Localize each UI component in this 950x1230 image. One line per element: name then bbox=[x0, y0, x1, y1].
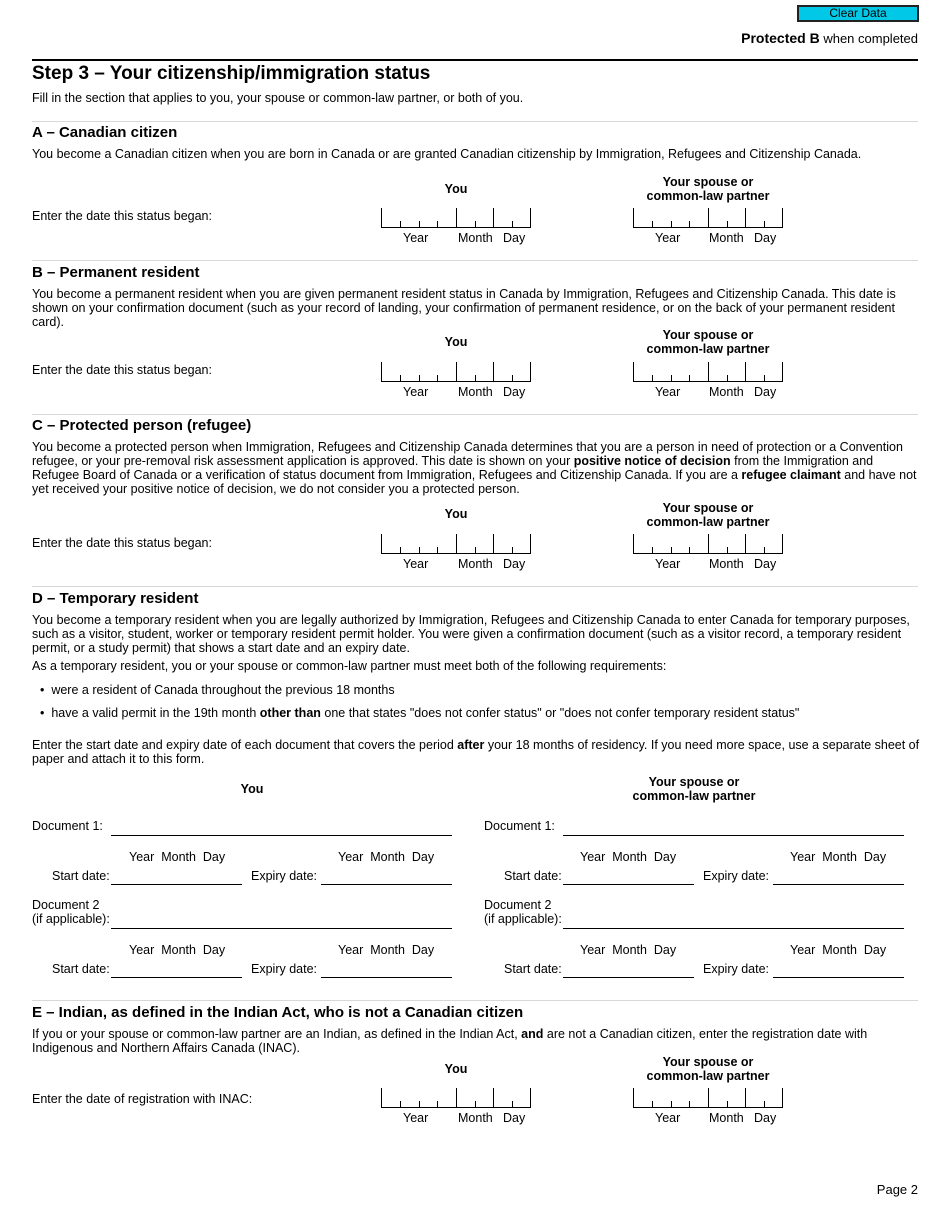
section-a-you-day-label: Day bbox=[503, 231, 526, 245]
section-e-spouse-day-label: Day bbox=[754, 1111, 777, 1125]
section-b-you-heading: You bbox=[444, 335, 468, 349]
section-e-spouse-heading bbox=[628, 1055, 788, 1083]
section-b-you-date-input[interactable] bbox=[381, 362, 531, 382]
section-c-you-heading: You bbox=[444, 507, 468, 521]
spouse-doc1-input[interactable] bbox=[563, 834, 904, 836]
section-c-spouse-day-label: Day bbox=[754, 557, 777, 571]
section-a-spouse-date-input[interactable] bbox=[633, 208, 783, 228]
you-doc2-start-label: Start date: bbox=[52, 962, 110, 976]
section-a-spouse-year-label: Year bbox=[655, 231, 681, 245]
header-rule bbox=[32, 59, 918, 61]
bullet-2-text-b: one that states "does not confer status" or "does not confer temporary resident status" bbox=[320, 706, 800, 720]
section-c-bold-1: positive notice of decision bbox=[573, 454, 731, 468]
section-b-you-day-label: Day bbox=[503, 385, 526, 399]
section-e-spouse-year-label: Year bbox=[655, 1111, 681, 1125]
section-a-title: A – Canadian citizen bbox=[32, 124, 178, 141]
spouse-heading-line2: common-law partner bbox=[646, 1069, 770, 1083]
spouse-doc1-start-label: Start date: bbox=[504, 869, 562, 883]
section-c-you-month-label: Month bbox=[458, 557, 493, 571]
section-d-docs-text bbox=[32, 738, 922, 766]
section-e-you-year-label: Year bbox=[403, 1111, 429, 1125]
spouse-doc1-expiry-input[interactable] bbox=[773, 883, 904, 885]
divider-d bbox=[32, 586, 918, 587]
section-b-spouse-month-label: Month bbox=[709, 385, 744, 399]
divider-a bbox=[32, 121, 918, 122]
section-b-spouse-day-label: Day bbox=[754, 385, 777, 399]
spouse-heading-line1: Your spouse or bbox=[662, 175, 754, 189]
section-a-you-month-label: Month bbox=[458, 231, 493, 245]
section-e-you-day-label: Day bbox=[503, 1111, 526, 1125]
section-e-text-b: are not a Canadian citizen, enter the registration date with Indigenous and Northern Affairs Canada (INAC). bbox=[32, 1027, 868, 1055]
section-c-spouse-year-label: Year bbox=[655, 557, 681, 571]
section-b-you-month-label: Month bbox=[458, 385, 493, 399]
section-e-spouse-date-input[interactable] bbox=[633, 1088, 783, 1108]
spouse-doc2-expiry-input[interactable] bbox=[773, 976, 904, 978]
spouse-heading-line2: common-law partner bbox=[632, 789, 756, 803]
docs-text-bold: after bbox=[457, 738, 485, 752]
spouse-doc2-label-2: (if applicable): bbox=[484, 912, 562, 926]
docs-text-b: your 18 months of residency. If you need more space, use a separate sheet of paper and attach it to this form. bbox=[32, 738, 920, 766]
spouse-doc2-start-input[interactable] bbox=[563, 976, 694, 978]
section-e-you-month-label: Month bbox=[458, 1111, 493, 1125]
section-d-bullet-2: • have a valid permit in the 19th month other than one that states "does not confer status" or "does not confer temporary resident status" bbox=[40, 706, 800, 720]
section-e-spouse-month-label: Month bbox=[709, 1111, 744, 1125]
section-d-requirements-intro: As a temporary resident, you or your spouse or common-law partner must meet both of the following requirements: bbox=[32, 659, 667, 673]
section-d-text: You become a temporary resident when you are legally authorized by Immigration, Refugees and Citizenship Canada to enter Canada for temporary purposes, such as a visitor, student, worker or temporary resident permit holder. You were given a confirmation document (such as a visitor record, a temporary resident permit, or a study permit) that shows a start date and an expiry date. bbox=[32, 613, 910, 655]
section-a-you-year-label: Year bbox=[403, 231, 429, 245]
section-c-text bbox=[32, 440, 922, 496]
section-a-spouse-month-label: Month bbox=[709, 231, 744, 245]
spouse-heading-line1: Your spouse or bbox=[662, 1055, 754, 1069]
spouse-heading-line1: Your spouse or bbox=[648, 775, 740, 789]
section-b-text: You become a permanent resident when you are given permanent resident status in Canada by Immigration, Refugees and Citizenship Canada. This date is shown on your confirmation document (such as your record of landing, your confirmation of permanent residence, or on the back of your permanent resident card). bbox=[32, 287, 896, 329]
section-b-spouse-heading bbox=[628, 328, 788, 356]
bullet-2-bold: other than bbox=[259, 706, 321, 720]
section-d-title: D – Temporary resident bbox=[32, 590, 199, 607]
section-a-spouse-heading bbox=[628, 175, 788, 203]
spouse-doc2-start-label: Start date: bbox=[504, 962, 562, 976]
section-b-prompt: Enter the date this status began: bbox=[32, 363, 212, 377]
clear-data-button[interactable]: Clear Data bbox=[797, 5, 919, 22]
you-doc2-label-1: Document 2 bbox=[32, 898, 100, 912]
section-d-bullet-1: • were a resident of Canada throughout the previous 18 months bbox=[40, 683, 395, 697]
bullet-2-text-a: have a valid permit in the 19th month bbox=[51, 706, 260, 720]
section-a-you-heading: You bbox=[444, 182, 468, 196]
step-title: Step 3 – Your citizenship/immigration status bbox=[32, 63, 431, 84]
you-doc2-expiry-input[interactable] bbox=[321, 976, 452, 978]
section-c-bold-2: refugee claimant bbox=[741, 468, 841, 482]
spouse-doc1-label: Document 1: bbox=[484, 819, 555, 833]
spouse-doc2-expiry-ymd: Year Month Day bbox=[790, 943, 887, 957]
docs-text-a: Enter the start date and expiry date of each document that covers the period bbox=[32, 738, 458, 752]
you-doc2-start-ymd: Year Month Day bbox=[129, 943, 226, 957]
spouse-doc1-start-input[interactable] bbox=[563, 883, 694, 885]
section-a-prompt: Enter the date this status began: bbox=[32, 209, 212, 223]
section-c-spouse-month-label: Month bbox=[709, 557, 744, 571]
you-doc1-expiry-label: Expiry date: bbox=[251, 869, 318, 883]
section-e-prompt: Enter the date of registration with INAC: bbox=[32, 1092, 253, 1106]
spouse-heading-line1: Your spouse or bbox=[662, 501, 754, 515]
you-doc1-input[interactable] bbox=[111, 834, 452, 836]
spouse-doc2-input[interactable] bbox=[563, 927, 904, 929]
spouse-heading-line2: common-law partner bbox=[646, 189, 770, 203]
spouse-heading-line1: Your spouse or bbox=[662, 328, 754, 342]
section-c-spouse-heading bbox=[628, 501, 788, 529]
section-c-spouse-date-input[interactable] bbox=[633, 534, 783, 554]
you-doc2-input[interactable] bbox=[111, 927, 452, 929]
spouse-doc2-expiry-label: Expiry date: bbox=[703, 962, 770, 976]
page-number: Page 2 bbox=[876, 1182, 918, 1197]
section-e-bold: and bbox=[521, 1027, 544, 1041]
section-b-title: B – Permanent resident bbox=[32, 264, 200, 281]
section-d-you-heading: You bbox=[240, 782, 264, 796]
spouse-heading-line2: common-law partner bbox=[646, 515, 770, 529]
spouse-heading-line2: common-law partner bbox=[646, 342, 770, 356]
section-b-spouse-year-label: Year bbox=[655, 385, 681, 399]
section-a-you-date-input[interactable] bbox=[381, 208, 531, 228]
you-doc1-expiry-input[interactable] bbox=[321, 883, 452, 885]
you-doc2-expiry-ymd: Year Month Day bbox=[338, 943, 435, 957]
section-e-title: E – Indian, as defined in the Indian Act, who is not a Canadian citizen bbox=[32, 1004, 524, 1021]
section-c-you-year-label: Year bbox=[403, 557, 429, 571]
you-doc1-start-input[interactable] bbox=[111, 883, 242, 885]
section-b-you-year-label: Year bbox=[403, 385, 429, 399]
section-c-title: C – Protected person (refugee) bbox=[32, 417, 252, 434]
you-doc2-label-2: (if applicable): bbox=[32, 912, 110, 926]
section-e-text bbox=[32, 1027, 922, 1055]
you-doc1-start-label: Start date: bbox=[52, 869, 110, 883]
divider-e bbox=[32, 1000, 918, 1001]
section-c-text-1: You become a protected person when Immigration, Refugees and Citizenship Canada determines that you are a person in need of protection or a Convention refugee, or your pre-removal risk assessment application is approved. This date is shown on your bbox=[32, 440, 903, 468]
you-doc2-expiry-label: Expiry date: bbox=[251, 962, 318, 976]
you-doc1-label: Document 1: bbox=[32, 819, 103, 833]
you-doc2-start-input[interactable] bbox=[111, 976, 242, 978]
section-a-text: You become a Canadian citizen when you are born in Canada or are granted Canadian citizenship by Immigration, Refugees and Citizenship Canada. bbox=[32, 147, 862, 161]
section-a-spouse-day-label: Day bbox=[754, 231, 777, 245]
protected-b-rest: when completed bbox=[819, 31, 918, 46]
divider-b bbox=[32, 260, 918, 261]
divider-c bbox=[32, 414, 918, 415]
section-c-you-date-input[interactable] bbox=[381, 534, 531, 554]
bullet-1-text: were a resident of Canada throughout the previous 18 months bbox=[51, 683, 395, 697]
section-e-you-date-input[interactable] bbox=[381, 1088, 531, 1108]
spouse-doc2-label-1: Document 2 bbox=[484, 898, 552, 912]
you-doc1-expiry-ymd: Year Month Day bbox=[338, 850, 435, 864]
step-intro: Fill in the section that applies to you, your spouse or common-law partner, or both of you. bbox=[32, 91, 524, 105]
section-d-spouse-heading bbox=[614, 775, 774, 803]
section-c-text-2: from the Immigration and Refugee Board of Canada or a verification of status document from Immigration, Refugees and Citizenship Canada. If you are a bbox=[32, 454, 874, 482]
you-doc1-start-ymd: Year Month Day bbox=[129, 850, 226, 864]
section-b-spouse-date-input[interactable] bbox=[633, 362, 783, 382]
spouse-doc1-start-ymd: Year Month Day bbox=[580, 850, 677, 864]
section-c-text-3: and have not yet received your positive notice of decision, we do not consider you a protected person. bbox=[32, 468, 917, 496]
spouse-doc2-start-ymd: Year Month Day bbox=[580, 943, 677, 957]
section-e-text-a: If you or your spouse or common-law partner are an Indian, as defined in the Indian Act, bbox=[32, 1027, 522, 1041]
spouse-doc1-expiry-label: Expiry date: bbox=[703, 869, 770, 883]
section-c-you-day-label: Day bbox=[503, 557, 526, 571]
protected-b-label bbox=[741, 30, 918, 46]
section-c-prompt: Enter the date this status began: bbox=[32, 536, 212, 550]
section-e-you-heading: You bbox=[444, 1062, 468, 1076]
spouse-doc1-expiry-ymd: Year Month Day bbox=[790, 850, 887, 864]
protected-b-bold: Protected B bbox=[741, 30, 820, 46]
